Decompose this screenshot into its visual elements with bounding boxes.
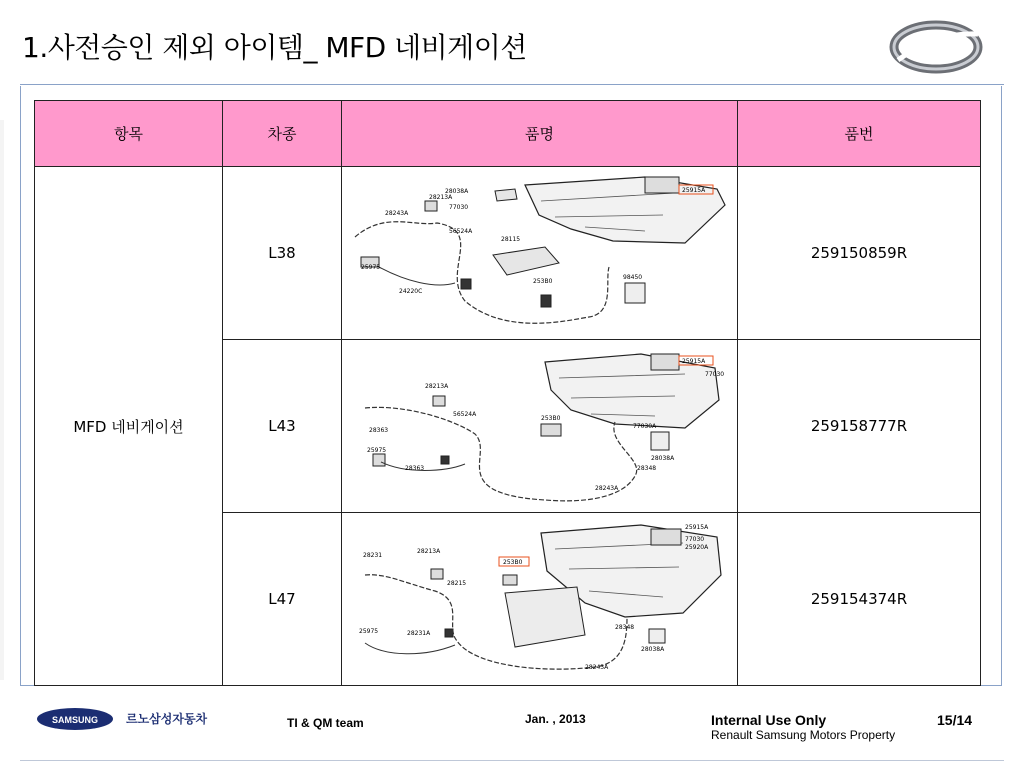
label-text: 28348: [614, 624, 634, 631]
label-text: 28363: [368, 427, 388, 434]
label-text: 25920A: [684, 544, 708, 551]
label-text: 253B0: [502, 559, 522, 566]
label-text: 28038A: [650, 455, 674, 462]
label-text: 98450: [622, 274, 642, 281]
page-number: 15/14: [937, 712, 973, 728]
label-text: 28243A: [594, 485, 618, 492]
label-text: 28243A: [384, 210, 408, 217]
footer-divider: [20, 760, 1004, 761]
title-divider: [20, 84, 1004, 85]
label-text: 56524A: [452, 411, 476, 418]
diagram-cell: [342, 340, 738, 513]
label-text: 25915A: [681, 187, 705, 194]
header-model: 차종: [223, 101, 342, 167]
label-text: 56524A: [448, 228, 472, 235]
header-part-name: 품명: [342, 101, 738, 167]
label-text: 28348: [636, 465, 656, 472]
label-text: 28215: [446, 580, 466, 587]
label-text: 28038A: [640, 646, 664, 653]
property-label: Renault Samsung Motors Property: [711, 728, 896, 742]
label-text: 28213A: [416, 548, 440, 555]
left-edge-shadow: [0, 120, 4, 680]
header-part-number: 품번: [738, 101, 981, 167]
logo-text: SAMSUNG: [51, 715, 99, 725]
samsung-logo: [36, 706, 114, 732]
l38-parts-diagram: [345, 171, 735, 335]
label-text: 28231: [362, 552, 382, 559]
label-text: 28213A: [424, 383, 448, 390]
label-text: 77030A: [632, 423, 656, 430]
label-text: 253B0: [540, 415, 560, 422]
date-label: Jan. , 2013: [525, 712, 586, 726]
diagram-cell: [342, 167, 738, 340]
label-text: 28231A: [406, 630, 430, 637]
label-text: 25975: [366, 447, 386, 454]
brand-korean: 르노삼성자동차: [126, 712, 208, 726]
label-text: 28115: [500, 236, 520, 243]
label-text: 28213A: [428, 194, 452, 201]
label-text: 24220C: [398, 288, 422, 295]
diagram-cell: [342, 513, 738, 686]
model-cell: L38: [223, 167, 342, 340]
label-text: 253B0: [532, 278, 552, 285]
label-text: 25915A: [681, 358, 705, 365]
part-number-cell: 259158777R: [738, 340, 981, 513]
renault-samsung-logo: [878, 12, 988, 82]
slide-title: 1.사전승인 제외 아이템_ MFD 네비게이션: [22, 31, 527, 64]
part-number-cell: 259154374R: [738, 513, 981, 686]
part-number-cell: 259150859R: [738, 167, 981, 340]
internal-use-label: Internal Use Only: [711, 712, 827, 728]
label-text: 28363: [404, 465, 424, 472]
header-item: 항목: [35, 101, 223, 167]
label-text: 25915A: [684, 524, 708, 531]
label-text: 25975: [358, 628, 378, 635]
table-header-row: [35, 101, 981, 167]
l47-parts-diagram: [345, 517, 735, 681]
parts-table: [34, 100, 981, 686]
model-cell: L47: [223, 513, 342, 686]
l43-parts-diagram: [345, 344, 735, 508]
team-label: TI & QM team: [287, 716, 364, 730]
label-text: 28038A: [444, 188, 468, 195]
label-text: 77030: [448, 204, 468, 211]
label-text: 28243A: [584, 664, 608, 671]
table-row: [35, 167, 981, 340]
label-text: 77030: [684, 536, 704, 543]
model-cell: L43: [223, 340, 342, 513]
label-text: 77030: [704, 371, 724, 378]
label-text: 25975: [360, 264, 380, 271]
item-cell: MFD 네비게이션: [35, 167, 223, 686]
